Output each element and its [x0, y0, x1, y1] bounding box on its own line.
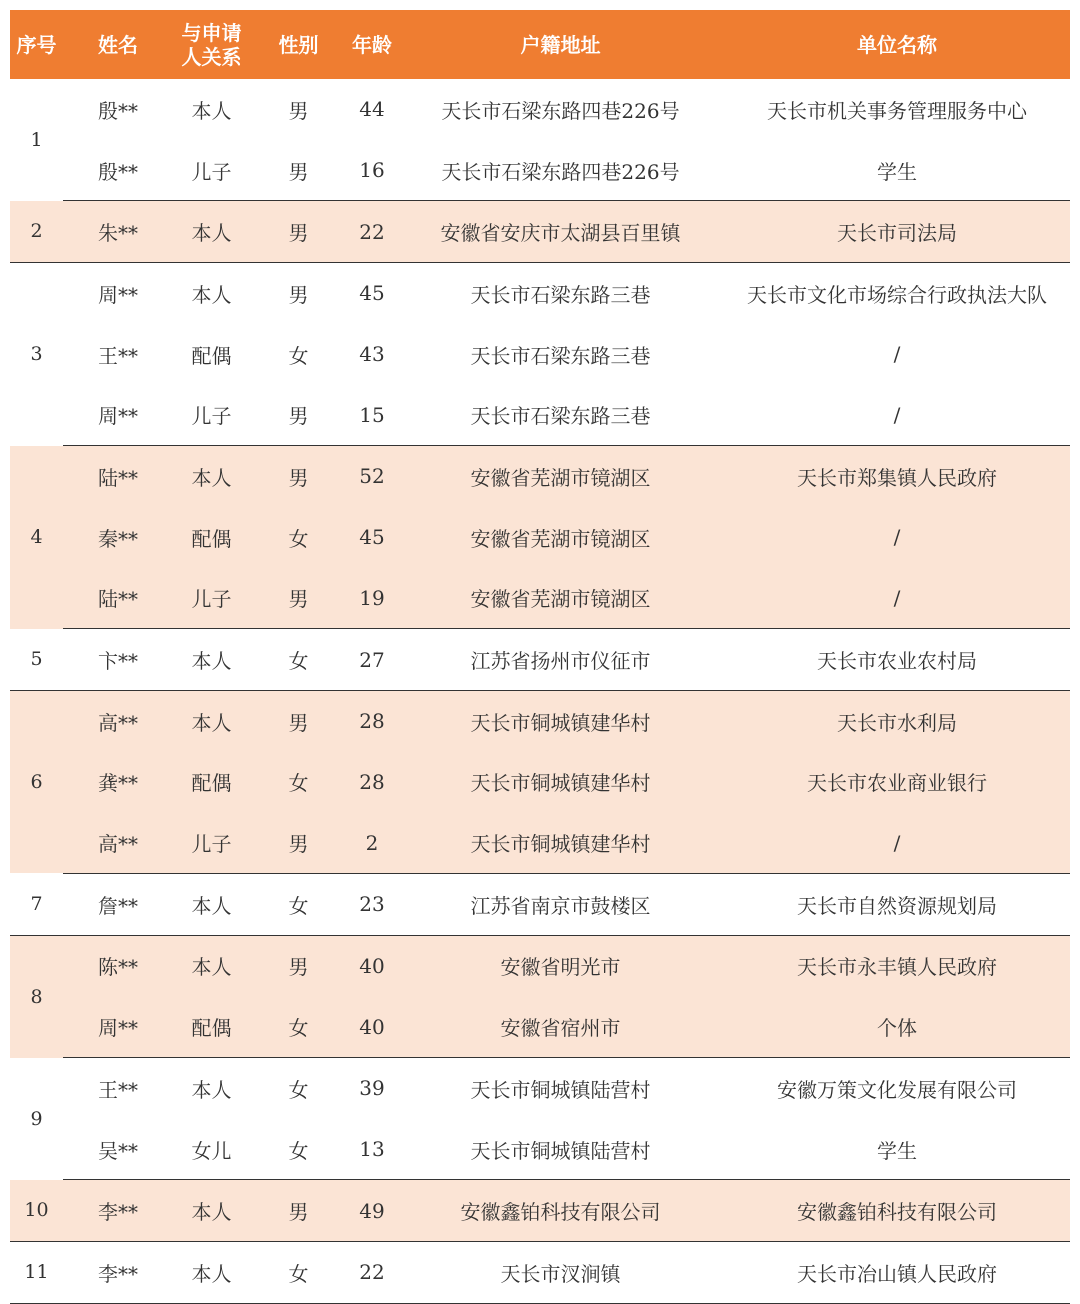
- cell-index: 1: [10, 79, 63, 201]
- cell-address: 安徽省芜湖市镜湖区: [397, 568, 724, 629]
- table-row: [10, 324, 1070, 385]
- cell-employer: /: [724, 384, 1070, 445]
- cell-name: 朱**: [63, 201, 173, 263]
- cell-name: 陆**: [63, 446, 173, 507]
- cell-name: 王**: [63, 1058, 173, 1119]
- cell-index: 7: [10, 873, 63, 935]
- cell-index: 10: [10, 1180, 63, 1242]
- cell-employer: 学生: [724, 1119, 1070, 1180]
- cell-age: 16: [347, 140, 397, 201]
- cell-name: 卞**: [63, 629, 173, 691]
- cell-relation: 配偶: [173, 752, 250, 813]
- cell-name: 周**: [63, 384, 173, 445]
- cell-address: 天长市石梁东路三巷: [397, 324, 724, 385]
- applicant-table: [10, 10, 1070, 1304]
- cell-age: 15: [347, 384, 397, 445]
- cell-index: 3: [10, 263, 63, 446]
- cell-age: 13: [347, 1119, 397, 1180]
- cell-address: 江苏省扬州市仪征市: [397, 629, 724, 691]
- cell-employer: 安徽鑫铂科技有限公司: [724, 1180, 1070, 1242]
- cell-relation: 本人: [173, 446, 250, 507]
- cell-gender: 男: [250, 690, 347, 751]
- cell-age: 45: [347, 507, 397, 568]
- header-gender: 性别: [250, 10, 347, 79]
- cell-address: 江苏省南京市鼓楼区: [397, 873, 724, 935]
- table-row: [10, 446, 1070, 507]
- cell-age: 23: [347, 873, 397, 935]
- cell-relation: 本人: [173, 873, 250, 935]
- cell-name: 詹**: [63, 873, 173, 935]
- header-relation: [173, 10, 250, 79]
- cell-gender: 男: [250, 446, 347, 507]
- cell-gender: 男: [250, 935, 347, 996]
- cell-name: 高**: [63, 812, 173, 873]
- cell-address: 天长市石梁东路四巷226号: [397, 140, 724, 201]
- cell-name: 周**: [63, 263, 173, 324]
- cell-name: 殷**: [63, 140, 173, 201]
- table-row: [10, 1119, 1070, 1180]
- cell-index: 2: [10, 201, 63, 263]
- table-row: [10, 935, 1070, 996]
- cell-address: 天长市铜城镇建华村: [397, 752, 724, 813]
- table-row: [10, 752, 1070, 813]
- cell-gender: 女: [250, 1119, 347, 1180]
- cell-gender: 男: [250, 140, 347, 201]
- cell-index: 5: [10, 629, 63, 691]
- cell-employer: 天长市机关事务管理服务中心: [724, 79, 1070, 140]
- cell-gender: 女: [250, 996, 347, 1057]
- header-age: 年龄: [347, 10, 397, 79]
- cell-gender: 男: [250, 79, 347, 140]
- cell-address: 天长市石梁东路三巷: [397, 384, 724, 445]
- table-row: [10, 629, 1070, 691]
- cell-employer: /: [724, 568, 1070, 629]
- cell-employer: 天长市农业商业银行: [724, 752, 1070, 813]
- cell-relation: 本人: [173, 690, 250, 751]
- header-row: [10, 10, 1070, 79]
- cell-address: 安徽省安庆市太湖县百里镇: [397, 201, 724, 263]
- table-row: [10, 1180, 1070, 1242]
- cell-address: 安徽鑫铂科技有限公司: [397, 1180, 724, 1242]
- cell-address: 安徽省明光市: [397, 935, 724, 996]
- cell-employer: /: [724, 507, 1070, 568]
- cell-address: 天长市铜城镇陆营村: [397, 1119, 724, 1180]
- cell-name: 秦**: [63, 507, 173, 568]
- cell-name: 龚**: [63, 752, 173, 813]
- cell-relation: 配偶: [173, 324, 250, 385]
- cell-age: 19: [347, 568, 397, 629]
- cell-address: 安徽省芜湖市镜湖区: [397, 507, 724, 568]
- cell-name: 周**: [63, 996, 173, 1057]
- cell-age: 28: [347, 690, 397, 751]
- cell-relation: 本人: [173, 263, 250, 324]
- cell-gender: 女: [250, 873, 347, 935]
- cell-relation: 儿子: [173, 140, 250, 201]
- cell-relation: 儿子: [173, 384, 250, 445]
- cell-name: 陈**: [63, 935, 173, 996]
- cell-name: 高**: [63, 690, 173, 751]
- table-row: [10, 1058, 1070, 1119]
- table-row: [10, 568, 1070, 629]
- cell-index: 9: [10, 1058, 63, 1180]
- cell-gender: 女: [250, 324, 347, 385]
- cell-employer: 安徽万策文化发展有限公司: [724, 1058, 1070, 1119]
- table-row: [10, 263, 1070, 324]
- cell-gender: 女: [250, 1242, 347, 1304]
- cell-age: 2: [347, 812, 397, 873]
- header-index: 序号: [10, 10, 63, 79]
- table-body: [10, 79, 1070, 1303]
- cell-age: 45: [347, 263, 397, 324]
- cell-name: 陆**: [63, 568, 173, 629]
- cell-age: 43: [347, 324, 397, 385]
- cell-age: 49: [347, 1180, 397, 1242]
- cell-gender: 女: [250, 629, 347, 691]
- cell-relation: 女儿: [173, 1119, 250, 1180]
- header-relation-line2: 人关系: [181, 44, 242, 69]
- cell-name: 李**: [63, 1180, 173, 1242]
- header-relation-line1: 与申请: [181, 20, 242, 45]
- cell-address: 天长市汊涧镇: [397, 1242, 724, 1304]
- cell-address: 安徽省宿州市: [397, 996, 724, 1057]
- cell-employer: 个体: [724, 996, 1070, 1057]
- cell-employer: 天长市司法局: [724, 201, 1070, 263]
- cell-index: 11: [10, 1242, 63, 1304]
- cell-employer: /: [724, 324, 1070, 385]
- cell-gender: 男: [250, 1180, 347, 1242]
- cell-relation: 本人: [173, 935, 250, 996]
- cell-employer: /: [724, 812, 1070, 873]
- table-row: [10, 201, 1070, 263]
- cell-age: 27: [347, 629, 397, 691]
- cell-relation: 本人: [173, 1058, 250, 1119]
- cell-employer: 学生: [724, 140, 1070, 201]
- header-address: 户籍地址: [397, 10, 724, 79]
- cell-gender: 男: [250, 263, 347, 324]
- cell-relation: 本人: [173, 79, 250, 140]
- cell-age: 39: [347, 1058, 397, 1119]
- table-header: [10, 10, 1070, 79]
- cell-gender: 男: [250, 384, 347, 445]
- table-row: [10, 812, 1070, 873]
- cell-gender: 男: [250, 568, 347, 629]
- cell-address: 天长市铜城镇建华村: [397, 812, 724, 873]
- cell-relation: 本人: [173, 1180, 250, 1242]
- cell-age: 22: [347, 201, 397, 263]
- header-employer: 单位名称: [724, 10, 1070, 79]
- cell-employer: 天长市文化市场综合行政执法大队: [724, 263, 1070, 324]
- cell-employer: 天长市水利局: [724, 690, 1070, 751]
- table-row: [10, 384, 1070, 445]
- cell-employer: 天长市农业农村局: [724, 629, 1070, 691]
- cell-address: 天长市石梁东路四巷226号: [397, 79, 724, 140]
- cell-age: 52: [347, 446, 397, 507]
- header-name: 姓名: [63, 10, 173, 79]
- cell-name: 李**: [63, 1242, 173, 1304]
- table-row: [10, 507, 1070, 568]
- cell-name: 吴**: [63, 1119, 173, 1180]
- cell-relation: 本人: [173, 629, 250, 691]
- cell-address: 天长市铜城镇建华村: [397, 690, 724, 751]
- cell-age: 44: [347, 79, 397, 140]
- cell-age: 22: [347, 1242, 397, 1304]
- cell-gender: 女: [250, 752, 347, 813]
- cell-index: 8: [10, 935, 63, 1057]
- cell-address: 天长市石梁东路三巷: [397, 263, 724, 324]
- cell-gender: 女: [250, 1058, 347, 1119]
- cell-gender: 女: [250, 507, 347, 568]
- table-row: [10, 1242, 1070, 1304]
- cell-age: 40: [347, 996, 397, 1057]
- table-row: [10, 690, 1070, 751]
- cell-relation: 儿子: [173, 568, 250, 629]
- cell-relation: 本人: [173, 201, 250, 263]
- cell-relation: 本人: [173, 1242, 250, 1304]
- cell-employer: 天长市郑集镇人民政府: [724, 446, 1070, 507]
- cell-gender: 男: [250, 812, 347, 873]
- cell-employer: 天长市冶山镇人民政府: [724, 1242, 1070, 1304]
- cell-gender: 男: [250, 201, 347, 263]
- cell-index: 4: [10, 446, 63, 629]
- table-row: [10, 996, 1070, 1057]
- table-row: [10, 79, 1070, 140]
- cell-name: 王**: [63, 324, 173, 385]
- cell-relation: 配偶: [173, 507, 250, 568]
- cell-age: 40: [347, 935, 397, 996]
- cell-name: 殷**: [63, 79, 173, 140]
- cell-relation: 配偶: [173, 996, 250, 1057]
- cell-age: 28: [347, 752, 397, 813]
- cell-employer: 天长市自然资源规划局: [724, 873, 1070, 935]
- table-row: [10, 873, 1070, 935]
- cell-relation: 儿子: [173, 812, 250, 873]
- table-row: [10, 140, 1070, 201]
- cell-address: 安徽省芜湖市镜湖区: [397, 446, 724, 507]
- cell-address: 天长市铜城镇陆营村: [397, 1058, 724, 1119]
- cell-index: 6: [10, 690, 63, 873]
- cell-employer: 天长市永丰镇人民政府: [724, 935, 1070, 996]
